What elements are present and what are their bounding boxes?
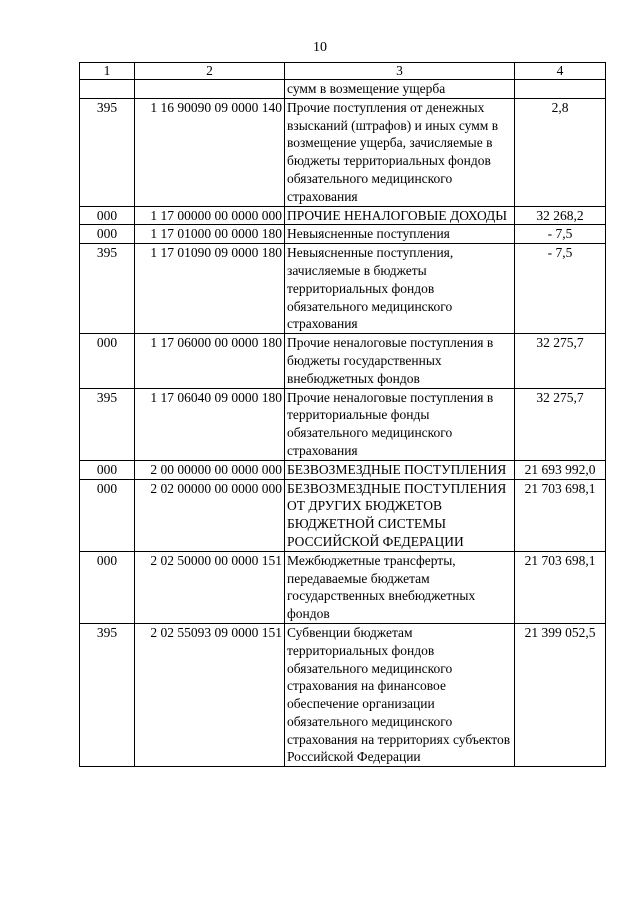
table-row <box>80 623 606 766</box>
admin-code-cell <box>80 80 135 99</box>
budget-code-cell <box>135 80 285 99</box>
amount-cell <box>515 80 606 99</box>
revenue-name-cell: Невыясненные поступления <box>285 225 515 244</box>
revenue-name-cell: БЕЗВОЗМЕЗДНЫЕ ПОСТУПЛЕНИЯ ОТ ДРУГИХ БЮДЖЕТОВ БЮДЖЕТНОЙ СИСТЕМЫ РОССИЙСКОЙ ФЕДЕРАЦИИ <box>285 479 515 551</box>
budget-code-cell: 1 17 01090 09 0000 180 <box>135 244 285 334</box>
table-row <box>80 244 606 334</box>
table-row <box>80 479 606 551</box>
amount-cell: 21 703 698,1 <box>515 479 606 551</box>
column-number-row <box>80 63 606 80</box>
admin-code-cell: 395 <box>80 244 135 334</box>
revenue-name-cell: Прочие поступления от денежных взысканий (штрафов) и иных сумм в возмещение ущерба, зачисляемые в бюджеты территориальных фондов обязательного медицинского страхования <box>285 98 515 206</box>
budget-code-cell: 1 16 90090 09 0000 140 <box>135 98 285 206</box>
revenue-name-cell: БЕЗВОЗМЕЗДНЫЕ ПОСТУПЛЕНИЯ <box>285 460 515 479</box>
admin-code-cell: 000 <box>80 551 135 623</box>
admin-code-cell: 000 <box>80 225 135 244</box>
budget-code-cell: 1 17 01000 00 0000 180 <box>135 225 285 244</box>
admin-code-cell: 395 <box>80 623 135 766</box>
revenue-name-cell: Прочие неналоговые поступления в бюджеты государственных внебюджетных фондов <box>285 334 515 388</box>
admin-code-cell: 000 <box>80 479 135 551</box>
revenue-name-cell: Субвенции бюджетам территориальных фондов обязательного медицинского страхования на финансовое обеспечение организации обязательного медицинского страхования на территориях субъектов Российской Федерации <box>285 623 515 766</box>
amount-cell: - 7,5 <box>515 225 606 244</box>
admin-code-cell: 000 <box>80 460 135 479</box>
admin-code-cell: 000 <box>80 334 135 388</box>
amount-cell: 21 693 992,0 <box>515 460 606 479</box>
amount-cell: 2,8 <box>515 98 606 206</box>
table-row <box>80 460 606 479</box>
revenue-name-cell: Невыясненные поступления, зачисляемые в бюджеты территориальных фондов обязательного медицинского страхования <box>285 244 515 334</box>
table-row <box>80 551 606 623</box>
table-row <box>80 206 606 225</box>
admin-code-cell: 395 <box>80 98 135 206</box>
amount-cell: 21 399 052,5 <box>515 623 606 766</box>
budget-code-cell: 2 02 00000 00 0000 000 <box>135 479 285 551</box>
amount-cell: 21 703 698,1 <box>515 551 606 623</box>
budget-code-cell: 1 17 06040 09 0000 180 <box>135 388 285 460</box>
revenue-name-cell: ПРОЧИЕ НЕНАЛОГОВЫЕ ДОХОДЫ <box>285 206 515 225</box>
revenue-name-cell: Межбюджетные трансферты, передаваемые бюджетам государственных внебюджетных фондов <box>285 551 515 623</box>
page-number: 10 <box>313 40 327 55</box>
table-row <box>80 98 606 206</box>
table-row <box>80 334 606 388</box>
budget-revenue-table <box>79 62 606 767</box>
amount-cell: - 7,5 <box>515 244 606 334</box>
revenue-name-cell: Прочие неналоговые поступления в территориальные фонды обязательного медицинского страхования <box>285 388 515 460</box>
admin-code-cell: 395 <box>80 388 135 460</box>
column-header-4: 4 <box>515 63 606 80</box>
revenue-name-cell: сумм в возмещение ущерба <box>285 80 515 99</box>
amount-cell: 32 275,7 <box>515 388 606 460</box>
budget-code-cell: 2 02 50000 00 0000 151 <box>135 551 285 623</box>
budget-code-cell: 1 17 06000 00 0000 180 <box>135 334 285 388</box>
budget-code-cell: 1 17 00000 00 0000 000 <box>135 206 285 225</box>
budget-code-cell: 2 02 55093 09 0000 151 <box>135 623 285 766</box>
amount-cell: 32 268,2 <box>515 206 606 225</box>
budget-code-cell: 2 00 00000 00 0000 000 <box>135 460 285 479</box>
table-row <box>80 80 606 99</box>
column-header-1: 1 <box>80 63 135 80</box>
column-header-2: 2 <box>135 63 285 80</box>
table-row <box>80 388 606 460</box>
admin-code-cell: 000 <box>80 206 135 225</box>
amount-cell: 32 275,7 <box>515 334 606 388</box>
table-row <box>80 225 606 244</box>
column-header-3: 3 <box>285 63 515 80</box>
